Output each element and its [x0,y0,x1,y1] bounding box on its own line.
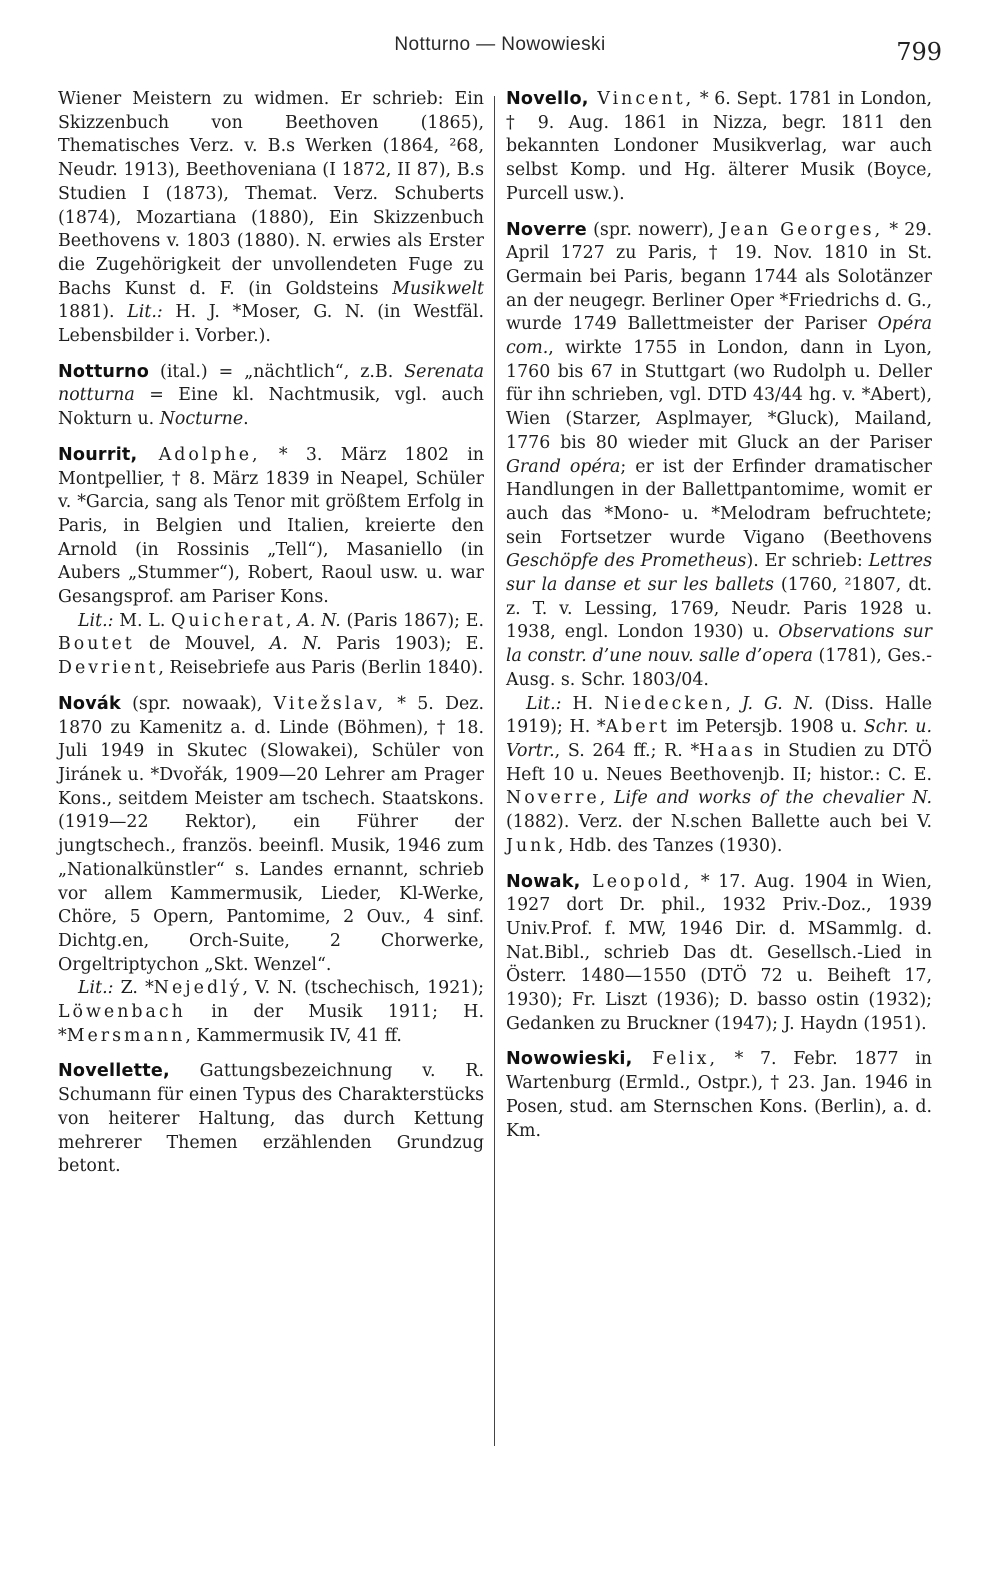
lit-text: Z. * [113,978,154,999]
entry-notturno [58,361,484,432]
nowowieski-text: * 7. Febr. 1877 in Wartenburg (Ermld., Ostpr.), † 23. Jan. 1946 in Posen, stud. am Sternschen Kons. (Berlin), a. d. Km. [506,1049,932,1141]
lit-text: in der Musik 1911; H. * [58,1002,484,1046]
noverre-pron: (spr. nowerr), [586,219,721,240]
noverre-literature [506,693,932,859]
lit-italic: J. G. N. [741,693,814,714]
novak-name: Vitežslav, [273,693,386,714]
noverre-text: (1781), Ges.-Ausg. s. Schr. 1803/04. [506,646,932,690]
lit-text: , V. N. (tschechisch, 1921); [242,978,484,999]
lit-author: Quicherat [171,610,287,631]
lit-text: (Diss. Halle 1919); H. * [506,693,932,738]
lit-italic: Life and works of the chevalier N. [613,788,932,809]
notturno-text-3: . [243,409,249,430]
lit-text: Paris 1903); E. [321,634,485,655]
lit-author: Junk [506,835,558,856]
running-title: Notturno — Nowowieski [394,34,606,55]
novello-text: * 6. Sept. 1781 in London, † 9. Aug. 1861 in Nizza, begr. 1811 den bekannten Londoner Musikverlag, war auch selbst Komp. und Hg. älterer Musik (Boyce, Purcell usw.). [506,89,932,204]
notturno-italic-2: Nocturne [159,409,244,430]
lit-text: , [286,610,298,631]
lit-text: , [725,693,742,714]
lit-label: Lit.: [526,693,562,714]
noverre-body [506,219,932,693]
lit-text: , [599,788,614,809]
noverre-text: ; er ist der Erfinder dramatischer Handlungen in der Ballettpantomime, womit er auch das *Mono- u. *Melodram befruchtete; sein Fortsetzer wurde Vigano (Beethovens [506,456,932,548]
lit-italic: A. N. [269,634,322,655]
lit-label: Lit.: [78,610,114,631]
page-number: 799 [896,38,942,66]
lit-text: , Kammermusik IV, 41 ff. [185,1025,402,1046]
entry-nowowieski [506,1048,932,1143]
left-column [58,88,484,1191]
lit-italic: Schr. u. Vortr. [506,717,932,761]
headword-novellette: Novellette, [58,1061,170,1082]
entry-nourrit [58,444,484,681]
novello-name: Vincent, [588,89,695,109]
headword-novak: Novák [58,693,121,714]
headword-nourrit: Nourrit, [58,444,138,465]
nowowieski-name: Felix, [632,1049,718,1070]
lit-text: , Hdb. des Tanzes (1930). [557,835,783,856]
lit-author: Niedecken [604,693,726,714]
entry-nowak [506,871,932,1037]
noverre-text: , wirkte 1755 in London, dann in Lyon, 1760 bis 67 in Stuttgart (wo Rudolph u. Deller für ihn schrieben, vgl. DTD 43/44 hg. v. *Abert), Wien (Starzer, Asplmayer, *Gluck), Mailand, 1776 bis 80 wieder mit Gluck an der Pariser [506,338,932,453]
noverre-text: ). Er schrieb: [746,551,869,572]
lit-author: Nejedlý [153,978,243,999]
entry-novello [506,88,932,207]
headword-notturno: Notturno [58,361,150,382]
lit-author: Noverre [506,788,600,809]
lit-text: in Studien zu DTÖ Heft 10 u. Neues Beethovenjb. II; histor.: C. E. [506,740,932,785]
lit-author: Devrient [58,658,159,679]
lit-text: H. [561,693,605,714]
nourrit-text: * 3. März 1802 in Montpellier, † 8. März 1839 in Neapel, Schüler v. *Garcia, sang als Tenor mit größtem Erfolg in Paris, in Belgien und Italien, kreierte den Arnold (in Rossinis „Tell“), Masaniello (in Aubers „Stummer“), Robert, Raoul usw. u. war Gesangsprof. am Pariser Kons. [58,444,484,608]
noverre-italic: Lettres sur la danse et sur les ballets [506,551,932,596]
lit-text: (1882). Verz. der N.schen Ballette auch bei V. [506,812,932,833]
headword-nowak: Nowak, [506,871,581,892]
nourrit-name: Adolphe, [137,444,261,465]
noverre-italic: Geschöpfe des Prometheus [506,551,747,572]
entry-noverre [506,219,932,859]
lit-author: Abert [605,717,670,738]
noverre-italic: Opéra com. [506,314,932,359]
lit-text: , S. 264 ff.; R. * [554,740,700,761]
lit-author: Löwenbach [58,1002,186,1023]
novak-literature [58,977,484,1048]
intro-lit: H. J. *Moser, G. N. (in Westfäl. Lebensbilder i. Vorber.). [58,302,484,347]
nourrit-body [58,444,484,610]
headword-noverre: Noverre [506,219,587,240]
nowak-name: Leopold, [580,871,693,892]
entry-novellette [58,1060,484,1179]
lit-text: de Mouvel, [134,634,270,655]
entry-novak [58,693,484,1049]
lit-author: Boutet [58,634,135,655]
noverre-name: Jean Georges, [720,219,884,240]
noverre-text: (1760, ²1807, dt. z. T. v. Lessing, 1769, Neudr. Paris 1928 u. 1938, engl. London 1930) u. [506,575,933,643]
headword-novello: Novello, [506,89,589,109]
notturno-italic-1: Serenata notturna [58,361,484,406]
notturno-text-2: = Eine kl. Nachtmusik, vgl. auch Nokturn u. [58,385,484,430]
lit-author: Mersmann [66,1025,186,1046]
intro-mid: 1881). [58,302,128,323]
lit-text: M. L. [113,610,172,631]
noverre-italic: Grand opéra [506,456,621,477]
noverre-text: * 29. April 1727 zu Paris, † 19. Nov. 1810 in St. Germain bei Paris, begann 1744 als Solotänzer an der neugegr. Berliner Oper *Friedrichs d. G., wurde 1749 Ballettmeister der Pariser [506,219,932,335]
intro-italic: Musikwelt [392,278,484,299]
novak-body [58,693,484,977]
novak-pron: (spr. nowaak), [120,693,274,714]
noverre-italic: Observations sur la constr. d’une nouv. salle d’opera [506,622,932,667]
lit-italic: A. N. [297,610,341,631]
nowak-text: * 17. Aug. 1904 in Wien, 1927 dort Dr. phil., 1932 Priv.-Doz., 1939 Univ.Prof. f. MW, 1946 Dir. d. MSammlg. d. Nat.Bibl., schrieb Das dt. Gesellsch.-Lied in Österr. 1480—1550 (DTÖ 72 u. Beiheft 17, 1930); Fr. Liszt (1936); D. basso ostin (1932); Gedanken zu Bruckner (1947); J. Haydn (1951). [506,871,932,1034]
headword-nowowieski: Nowowieski, [506,1049,633,1070]
lit-text: im Petersjb. 1908 u. [669,717,864,738]
column-divider [494,96,495,1446]
lit-text: , Reisebriefe aus Paris (Berlin 1840). [158,658,484,679]
lit-label: Lit.: [78,978,114,999]
novak-text: * 5. Dez. 1870 zu Kamenitz a. d. Linde (Böhmen), † 18. Juli 1949 in Skutec (Slowakei), Schüler von Jiránek u. *Dvořák, 1909—20 Lehrer am Prager Kons., seitdem Meister am tschech. Staatskons. (1919—22 Rektor), ein Führer der jungtschech., französ. beeinfl. Musik, 1946 zum „Nationalkünstler“ s. Landes ernannt, schrieb vor allem Kammermusik, Lieder, Kl-Werke, Chöre, 5 Opern, Pantomime, 2 Ouv., 4 sinf. Dichtg.en, Orch-Suite, 2 Chorwerke, Orgeltriptychon „Skt. Wenzel“. [58,693,484,975]
intro-text: Wiener Meistern zu widmen. Er schrieb: Ein Skizzenbuch von Beethoven (1865), Thematisches Verz. v. B.s Werken (1864, ²68, Neudr. 1913), Beethoveniana (I 1872, II 87), B.s Studien I (1873), Themat. Verz. Schuberts (1874), Mozartiana (1880), Ein Skizzenbuch Beethovens v. 1803 (1880). N. erwies als Erster die Zugehörigkeit der unvollendeten Fuge zu Bachs Kunst d. F. (in Goldsteins [58,89,484,299]
intro-lit-label: Lit.: [127,302,163,323]
entry-continuation [58,88,484,349]
lit-text: (Paris 1867); E. [340,610,484,631]
lit-author: Haas [699,740,756,761]
nourrit-literature [58,610,484,681]
right-column [506,88,932,1155]
novellette-text: Gattungsbezeichnung v. R. Schumann für einen Typus des Charakterstücks von heiterer Haltung, das durch Kettung mehrerer Themen erzählenden Grundzug betont. [58,1061,484,1177]
notturno-text-1: (ital.) = „nächtlich“, z.B. [149,361,405,382]
